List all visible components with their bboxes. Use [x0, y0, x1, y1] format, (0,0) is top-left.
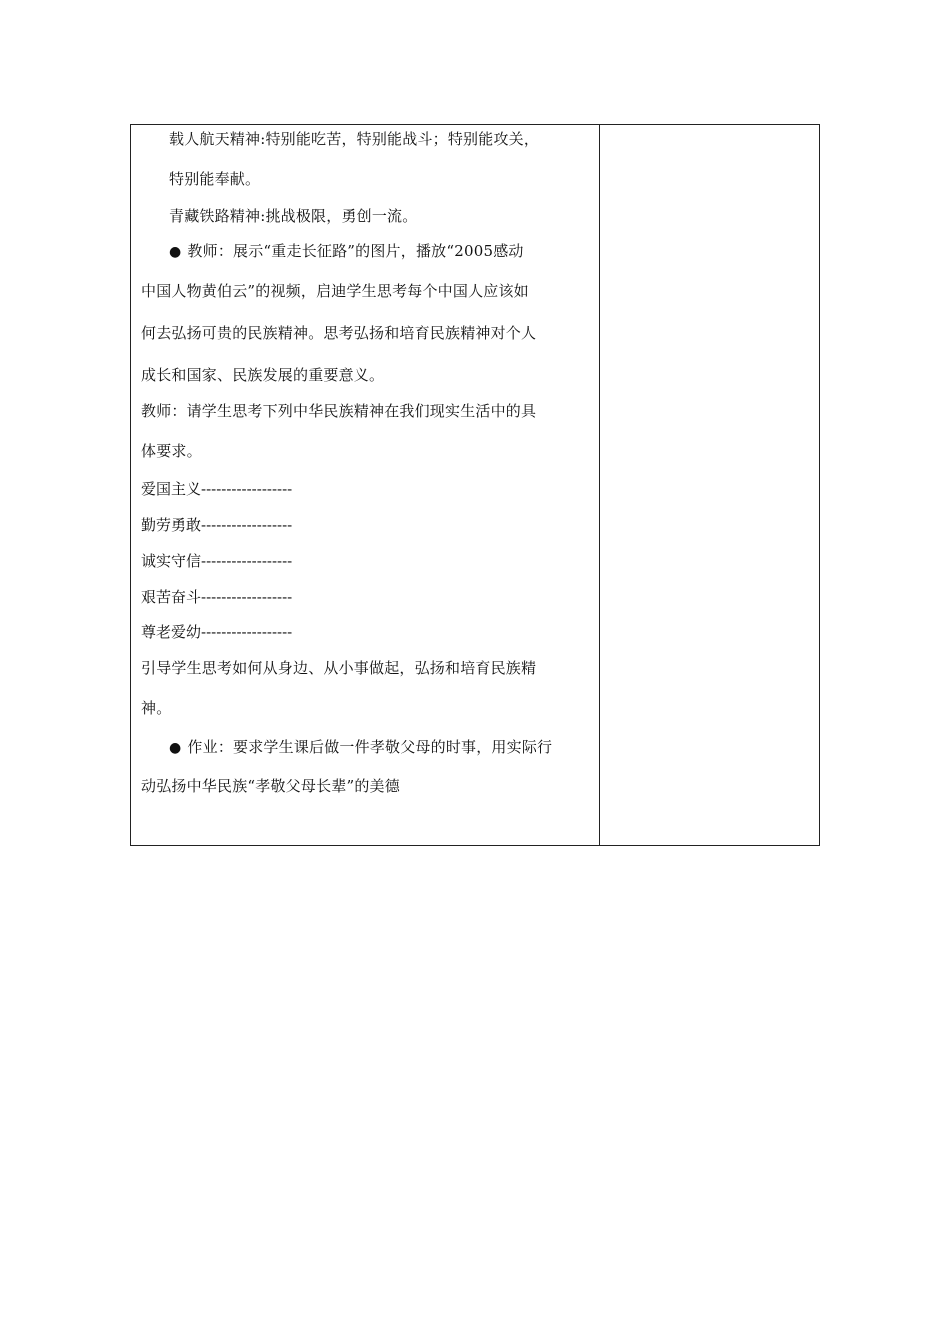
spirit-item: 尊老爱幼------------------ [141, 623, 293, 641]
text-line: 何去弘扬可贵的民族精神。思考弘扬和培育民族精神对个人 [141, 324, 537, 342]
text-line: 成长和国家、民族发展的重要意义。 [141, 366, 385, 384]
text-line: 动弘扬中华民族“孝敬父母长辈”的美德 [141, 777, 400, 795]
text-line: 教师：请学生思考下列中华民族精神在我们现实生活中的具 [141, 402, 537, 420]
lesson-content-cell [131, 125, 600, 845]
text-line: 体要求。 [141, 442, 202, 460]
spirit-item: 诚实守信------------------ [141, 552, 293, 570]
text-line: 神。 [141, 699, 172, 717]
text-span: 教师：展示“重走长征路”的图片，播放“2005感动 [187, 242, 524, 260]
bullet-icon: ● [169, 244, 182, 260]
spirit-item: 爱国主义------------------ [141, 480, 293, 498]
notes-cell [600, 125, 819, 845]
spirit-item: 勤劳勇敢------------------ [141, 516, 293, 534]
bullet-line [169, 241, 524, 262]
lesson-table [130, 124, 820, 846]
text-line: 特别能奉献。 [169, 170, 261, 188]
text-span: 作业：要求学生课后做一件孝敬父母的时事，用实际行 [187, 738, 553, 756]
bullet-icon: ● [169, 740, 182, 756]
bullet-line [169, 737, 552, 758]
text-line: 中国人物黄伯云”的视频，启迪学生思考每个中国人应该如 [141, 282, 529, 300]
text-line: 青藏铁路精神:挑战极限，勇创一流。 [169, 207, 418, 225]
text-line: 载人航天精神:特别能吃苦，特别能战斗；特别能攻关， [169, 130, 540, 148]
text-line: 引导学生思考如何从身边、从小事做起，弘扬和培育民族精 [141, 659, 537, 677]
spirit-item: 艰苦奋斗------------------ [141, 588, 293, 606]
